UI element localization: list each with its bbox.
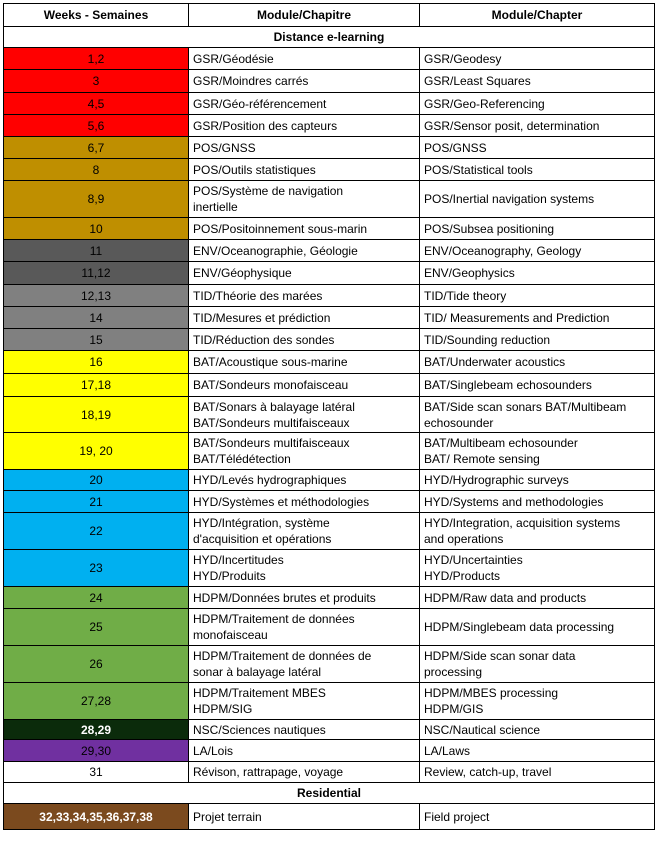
week-cell: 32,33,34,35,36,37,38 <box>4 804 189 830</box>
section-title: Distance e-learning <box>4 27 655 48</box>
section-header-row <box>4 27 655 48</box>
module-chapter-cell: HDPM/Raw data and products <box>420 587 655 609</box>
week-cell: 16 <box>4 351 189 374</box>
week-cell: 27,28 <box>4 683 189 720</box>
week-cell: 3 <box>4 70 189 93</box>
module-chapitre-cell: POS/Positoinnement sous-marin <box>189 218 420 240</box>
table-row <box>4 646 655 683</box>
module-chapter-cell: HYD/Uncertainties HYD/Products <box>420 550 655 587</box>
table-row <box>4 587 655 609</box>
module-chapter-cell: HYD/Hydrographic surveys <box>420 470 655 491</box>
week-cell: 11,12 <box>4 262 189 285</box>
week-cell: 12,13 <box>4 285 189 307</box>
week-cell: 1,2 <box>4 48 189 70</box>
module-chapter-column-header: Module/Chapter <box>420 4 655 27</box>
module-chapter-cell: LA/Laws <box>420 740 655 762</box>
table-row <box>4 351 655 374</box>
module-chapitre-cell: GSR/Position des capteurs <box>189 115 420 137</box>
module-chapitre-cell: GSR/Géo-référencement <box>189 93 420 115</box>
module-chapter-cell: Field project <box>420 804 655 830</box>
table-row <box>4 513 655 550</box>
module-chapter-cell: HDPM/Side scan sonar data processing <box>420 646 655 683</box>
module-chapitre-cell: BAT/Acoustique sous-marine <box>189 351 420 374</box>
module-chapitre-cell: NSC/Sciences nautiques <box>189 720 420 740</box>
table-row <box>4 609 655 646</box>
module-chapter-cell: BAT/Multibeam echosounder BAT/ Remote sensing <box>420 433 655 470</box>
module-chapter-cell: Review, catch-up, travel <box>420 762 655 783</box>
module-chapter-cell: GSR/Sensor posit, determination <box>420 115 655 137</box>
module-chapter-cell: HYD/Integration, acquisition systems and operations <box>420 513 655 550</box>
table-row <box>4 137 655 159</box>
module-chapter-cell: POS/Statistical tools <box>420 159 655 181</box>
table-row <box>4 433 655 470</box>
module-chapter-cell: TID/ Measurements and Prediction <box>420 307 655 329</box>
module-chapitre-cell: BAT/Sondeurs monofaisceau <box>189 374 420 397</box>
module-chapter-cell: GSR/Geo-Referencing <box>420 93 655 115</box>
section-title: Residential <box>4 783 655 804</box>
module-chapitre-cell: TID/Réduction des sondes <box>189 329 420 351</box>
module-chapitre-cell: HYD/Levés hydrographiques <box>189 470 420 491</box>
table-row <box>4 374 655 397</box>
module-chapitre-cell: Révison, rattrapage, voyage <box>189 762 420 783</box>
week-cell: 5,6 <box>4 115 189 137</box>
week-cell: 21 <box>4 491 189 513</box>
module-chapitre-cell: BAT/Sonars à balayage latéral BAT/Sondeurs multifaisceaux <box>189 397 420 433</box>
module-chapter-cell: ENV/Geophysics <box>420 262 655 285</box>
week-cell: 25 <box>4 609 189 646</box>
module-chapitre-cell: Projet terrain <box>189 804 420 830</box>
week-cell: 29,30 <box>4 740 189 762</box>
week-cell: 11 <box>4 240 189 262</box>
module-chapter-cell: GSR/Geodesy <box>420 48 655 70</box>
module-chapitre-cell: HDPM/Données brutes et produits <box>189 587 420 609</box>
table-row <box>4 491 655 513</box>
module-chapitre-cell: LA/Lois <box>189 740 420 762</box>
module-chapitre-cell: ENV/Géophysique <box>189 262 420 285</box>
table-row <box>4 329 655 351</box>
table-row <box>4 740 655 762</box>
table-row <box>4 470 655 491</box>
module-chapitre-cell: HYD/Incertitudes HYD/Produits <box>189 550 420 587</box>
curriculum-table <box>3 3 655 830</box>
module-chapitre-cell: TID/Théorie des marées <box>189 285 420 307</box>
module-chapitre-cell: GSR/Géodésie <box>189 48 420 70</box>
weeks-column-header: Weeks - Semaines <box>4 4 189 27</box>
module-chapter-cell: GSR/Least Squares <box>420 70 655 93</box>
table-row <box>4 93 655 115</box>
module-chapter-cell: TID/Sounding reduction <box>420 329 655 351</box>
module-chapter-cell: BAT/Side scan sonars BAT/Multibeam echosounder <box>420 397 655 433</box>
table-row <box>4 70 655 93</box>
table-row <box>4 115 655 137</box>
week-cell: 18,19 <box>4 397 189 433</box>
module-chapitre-cell: HDPM/Traitement de données monofaisceau <box>189 609 420 646</box>
module-chapter-cell: TID/Tide theory <box>420 285 655 307</box>
week-cell: 20 <box>4 470 189 491</box>
table-row <box>4 307 655 329</box>
week-cell: 8,9 <box>4 181 189 218</box>
week-cell: 24 <box>4 587 189 609</box>
table-row <box>4 48 655 70</box>
module-chapter-cell: POS/Inertial navigation systems <box>420 181 655 218</box>
section-header-row <box>4 783 655 804</box>
week-cell: 26 <box>4 646 189 683</box>
table-row <box>4 397 655 433</box>
table-row <box>4 240 655 262</box>
module-chapter-cell: HYD/Systems and methodologies <box>420 491 655 513</box>
module-chapitre-cell: TID/Mesures et prédiction <box>189 307 420 329</box>
module-chapter-cell: BAT/Underwater acoustics <box>420 351 655 374</box>
table-row <box>4 262 655 285</box>
module-chapter-cell: ENV/Oceanography, Geology <box>420 240 655 262</box>
module-chapitre-cell: POS/Outils statistiques <box>189 159 420 181</box>
table-row <box>4 159 655 181</box>
table-row <box>4 762 655 783</box>
module-chapter-cell: HDPM/MBES processing HDPM/GIS <box>420 683 655 720</box>
module-chapter-cell: BAT/Singlebeam echosounders <box>420 374 655 397</box>
module-chapter-cell: POS/GNSS <box>420 137 655 159</box>
table-row <box>4 218 655 240</box>
week-cell: 15 <box>4 329 189 351</box>
table-row <box>4 550 655 587</box>
table-row <box>4 683 655 720</box>
table-header-row <box>4 4 655 27</box>
module-chapter-cell: HDPM/Singlebeam data processing <box>420 609 655 646</box>
table-row <box>4 181 655 218</box>
table-body <box>4 27 655 830</box>
module-chapitre-cell: ENV/Oceanographie, Géologie <box>189 240 420 262</box>
week-cell: 23 <box>4 550 189 587</box>
week-cell: 19, 20 <box>4 433 189 470</box>
module-chapitre-cell: BAT/Sondeurs multifaisceaux BAT/Télédétection <box>189 433 420 470</box>
week-cell: 31 <box>4 762 189 783</box>
module-chapitre-cell: POS/GNSS <box>189 137 420 159</box>
module-chapitre-cell: HDPM/Traitement MBES HDPM/SIG <box>189 683 420 720</box>
week-cell: 14 <box>4 307 189 329</box>
week-cell: 28,29 <box>4 720 189 740</box>
week-cell: 17,18 <box>4 374 189 397</box>
module-chapitre-cell: POS/Système de navigation inertielle <box>189 181 420 218</box>
module-chapter-cell: NSC/Nautical science <box>420 720 655 740</box>
week-cell: 6,7 <box>4 137 189 159</box>
module-chapitre-cell: HYD/Systèmes et méthodologies <box>189 491 420 513</box>
week-cell: 4,5 <box>4 93 189 115</box>
module-chapitre-cell: GSR/Moindres carrés <box>189 70 420 93</box>
week-cell: 8 <box>4 159 189 181</box>
module-chapitre-cell: HDPM/Traitement de données de sonar à balayage latéral <box>189 646 420 683</box>
module-chapitre-cell: HYD/Intégration, système d'acquisition et opérations <box>189 513 420 550</box>
table-row <box>4 804 655 830</box>
module-chapitre-column-header: Module/Chapitre <box>189 4 420 27</box>
module-chapter-cell: POS/Subsea positioning <box>420 218 655 240</box>
table-row <box>4 285 655 307</box>
week-cell: 22 <box>4 513 189 550</box>
table-row <box>4 720 655 740</box>
week-cell: 10 <box>4 218 189 240</box>
